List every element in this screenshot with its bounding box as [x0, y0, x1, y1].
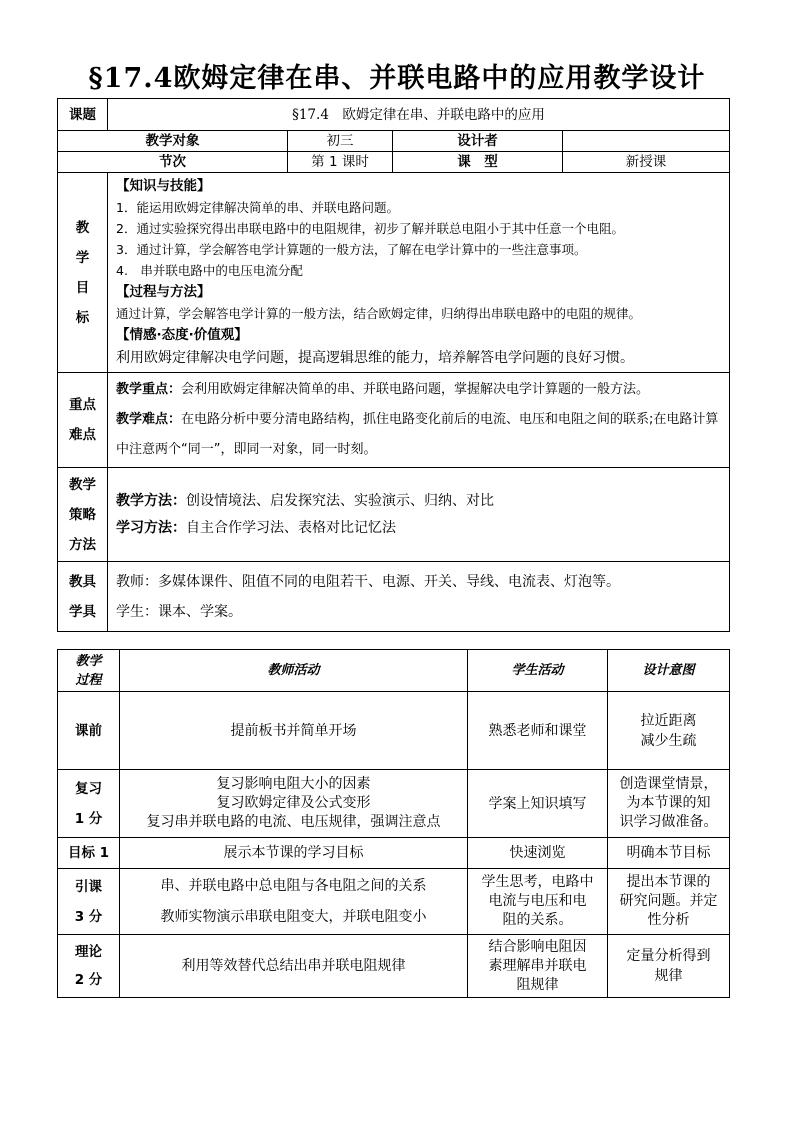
row-teacher: 提前板书并简单开场 [120, 692, 468, 770]
row-student: 快速浏览 [468, 838, 608, 869]
row-teacher: 串、并联电路中总电阻与各电阻之间的关系 教师实物演示串联电阻变大，并联电阻变小 [120, 869, 468, 935]
knowledge-item: 2．通过实验探究得出串联电路中的电阻规律，初步了解并联总电阻小于其中任意一个电阻。 [116, 221, 624, 236]
table-row [58, 935, 730, 998]
topic-label: 课题 [58, 99, 108, 131]
row-student: 结合影响电阻因 素理解串并联电 阻规律 [468, 935, 608, 998]
knowledge-item: 4. 串并联电路中的电压电流分配 [116, 263, 303, 278]
teaching-process-table [57, 649, 730, 998]
student-tools: 学生：课本、学案。 [116, 603, 242, 620]
key-difficulty-label: 重点 难点 [58, 373, 108, 468]
audience-label: 教学对象 [58, 131, 288, 152]
table-row [58, 838, 730, 869]
row-intent: 明确本节目标 [608, 838, 730, 869]
row-stage: 课前 [58, 692, 120, 770]
knowledge-item: 1．能运用欧姆定律解决简单的串、并联电路问题。 [116, 200, 399, 215]
row-student: 学案上知识填写 [468, 770, 608, 838]
goals-content [108, 173, 730, 373]
row-intent: 定量分析得到 规律 [608, 935, 730, 998]
process-heading: 【过程与方法】 [116, 284, 211, 300]
table-row [58, 869, 730, 935]
type-value: 新授课 [563, 152, 730, 173]
goals-label: 教 学 目 标 [58, 173, 108, 373]
strategy-content [108, 468, 730, 562]
tools-content [108, 562, 730, 632]
emotion-heading: 【情感·态度·价值观】 [116, 327, 248, 343]
knowledge-heading: 【知识与技能】 [116, 178, 211, 194]
row-intent: 创造课堂情景， 为本节课的知 识学习做准备。 [608, 770, 730, 838]
row-teacher: 复习影响电阻大小的因素 复习欧姆定律及公式变形 复习串并联电路的电流、电压规律，强调注意点 [120, 770, 468, 838]
type-label: 课 型 [393, 152, 563, 173]
row-stage: 目标 1 [58, 838, 120, 869]
topic-value: §17.4 欧姆定律在串、并联电路中的应用 [108, 99, 730, 131]
row-intent: 拉近距离 减少生疏 [608, 692, 730, 770]
page-title: §17.4欧姆定律在串、并联电路中的应用教学设计 [88, 63, 706, 94]
header-teacher: 教师活动 [120, 650, 468, 692]
strategy-label: 教学 策略 方法 [58, 468, 108, 562]
row-stage: 理论 2 分 [58, 935, 120, 998]
period-label: 节次 [58, 152, 288, 173]
designer-value [563, 131, 730, 152]
learning-method: 学习方法：自主合作学习法、表格对比记忆法 [116, 519, 396, 536]
knowledge-item: 3．通过计算，学会解答电学计算题的一般方法，了解在电学计算中的一些注意事项。 [116, 242, 587, 257]
difficulty-point: 教学难点：在电路分析中要分清电路结构，抓住电路变化前后的电流、电压和电阻之间的联系;在电路计算中注意两个“同一”，即同一对象，同一时刻。 [116, 412, 719, 457]
row-intent: 提出本节课的 研究问题。并定 性分析 [608, 869, 730, 935]
emotion-text: 利用欧姆定律解决电学问题，提高逻辑思维的能力，培养解答电学问题的良好习惯。 [116, 350, 634, 366]
teaching-method: 教学方法：创设情境法、启发探究法、实验演示、归纳、对比 [116, 492, 494, 509]
lesson-info-table [57, 98, 730, 632]
row-teacher: 展示本节课的学习目标 [120, 838, 468, 869]
row-teacher: 利用等效替代总结出串并联电阻规律 [120, 935, 468, 998]
key-difficulty-content [108, 373, 730, 468]
header-intent: 设计意图 [608, 650, 730, 692]
row-student: 学生思考，电路中 电流与电压和电 阻的关系。 [468, 869, 608, 935]
row-student: 熟悉老师和课堂 [468, 692, 608, 770]
table-row [58, 770, 730, 838]
tools-label: 教具 学具 [58, 562, 108, 632]
row-stage: 引课 3 分 [58, 869, 120, 935]
period-value: 第 1 课时 [288, 152, 393, 173]
key-point: 教学重点：会利用欧姆定律解决简单的串、并联电路问题，掌握解决电学计算题的一般方法。 [116, 382, 650, 397]
row-stage: 复习 1 分 [58, 770, 120, 838]
teacher-tools: 教师：多媒体课件、阻值不同的电阻若干、电源、开关、导线、电流表、灯泡等。 [116, 573, 620, 590]
header-student: 学生活动 [468, 650, 608, 692]
process-text: 通过计算，学会解答电学计算的一般方法，结合欧姆定律，归纳得出串联电路中的电阻的规律。 [116, 306, 642, 321]
table-row [58, 692, 730, 770]
audience-value: 初三 [288, 131, 393, 152]
header-stage: 教学 过程 [58, 650, 120, 692]
designer-label: 设计者 [393, 131, 563, 152]
